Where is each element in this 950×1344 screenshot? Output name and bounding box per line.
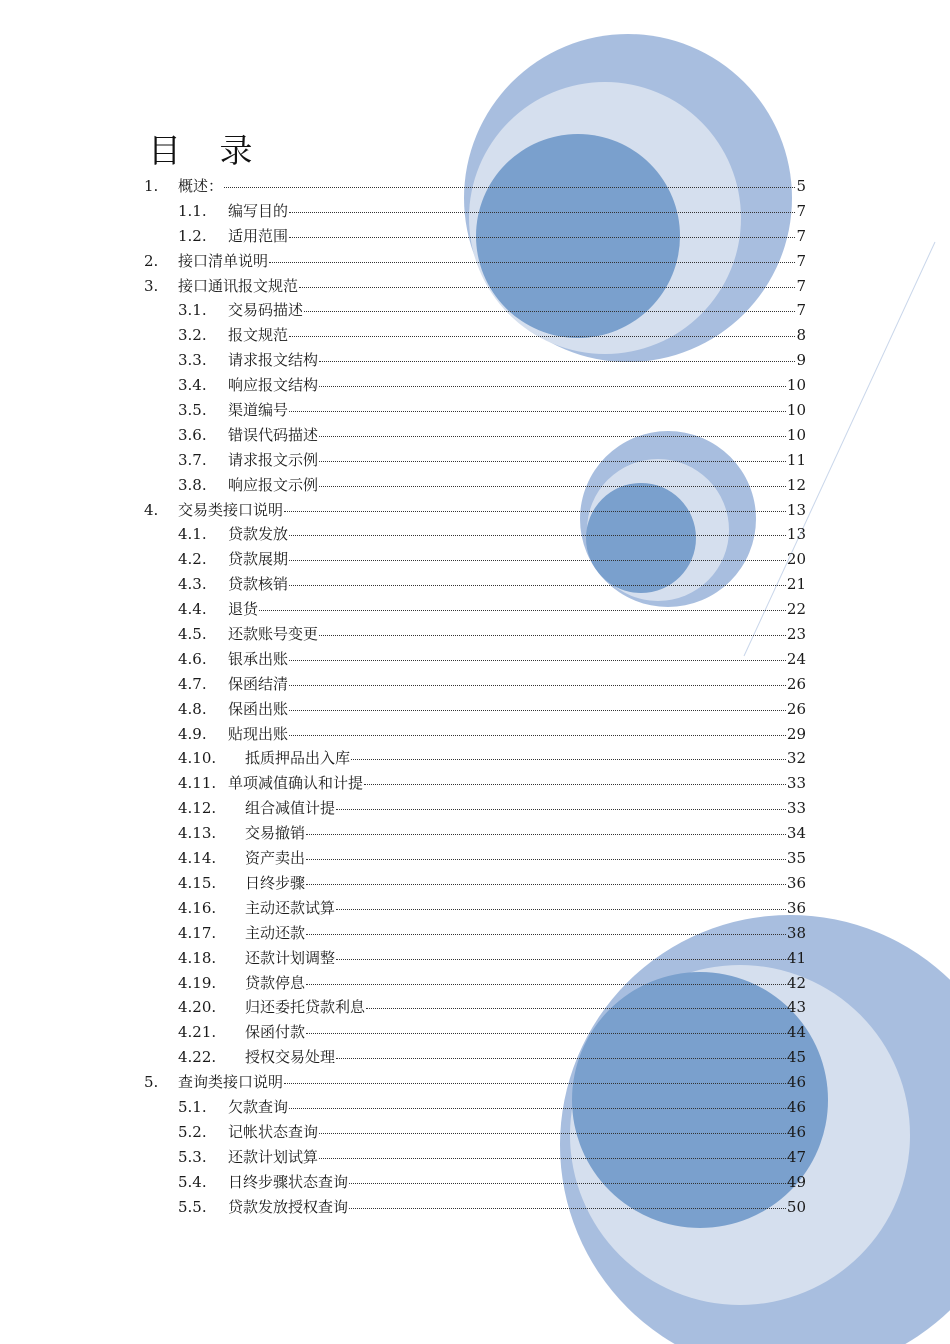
toc-entry[interactable] [144, 1121, 806, 1146]
toc-entry-page: 46 [786, 1097, 806, 1116]
toc-entry[interactable] [144, 1046, 806, 1071]
toc-dot-leader [319, 436, 786, 437]
toc-entry-page: 36 [786, 873, 806, 892]
toc-entry-number: 3.8. [178, 475, 207, 494]
toc-dot-leader [299, 287, 795, 288]
toc-entry[interactable] [144, 797, 806, 822]
toc-entry-number: 3.5. [178, 401, 207, 420]
toc-entry-title: 单项减值确认和计提 [228, 774, 364, 793]
toc-entry-number: 4.7. [178, 674, 207, 693]
toc-entry-page: 49 [786, 1172, 806, 1191]
toc-entry-number: 5.5. [178, 1197, 207, 1216]
toc-entry-page: 38 [786, 923, 806, 942]
toc-entry[interactable] [144, 698, 806, 723]
toc-entry-title: 报文规范 [228, 326, 289, 345]
toc-dot-leader [364, 784, 786, 785]
toc-dot-leader [284, 1083, 786, 1084]
toc-entry-number: 4.14. [178, 849, 217, 868]
toc-entry[interactable] [144, 1146, 806, 1171]
toc-entry-number: 3.1. [178, 301, 207, 320]
toc-entry[interactable] [144, 947, 806, 972]
toc-entry-number: 3.4. [178, 376, 207, 395]
toc-entry-page: 46 [786, 1122, 806, 1141]
toc-entry-number: 4.16. [178, 898, 217, 917]
toc-dot-leader [349, 1183, 786, 1184]
toc-entry-page: 42 [786, 973, 806, 992]
toc-entry-title: 日终步骤状态查询 [228, 1172, 349, 1191]
toc-entry-number: 4.2. [178, 550, 207, 569]
toc-entry-page: 41 [786, 948, 806, 967]
toc-entry[interactable] [144, 449, 806, 474]
toc-entry-number: 4.15. [178, 873, 217, 892]
toc-entry-page: 21 [786, 575, 806, 594]
toc-entry-title: 保函出账 [228, 699, 289, 718]
toc-entry-number: 4.1. [178, 525, 207, 544]
toc-entry-number: 5. [144, 1073, 159, 1092]
toc-entry-title: 欠款查询 [228, 1097, 289, 1116]
toc-entry-number: 1.1. [178, 201, 207, 220]
toc-entry[interactable] [144, 872, 806, 897]
toc-dot-leader [319, 461, 786, 462]
toc-entry-number: 5.2. [178, 1122, 207, 1141]
toc-entry-page: 20 [786, 550, 806, 569]
toc-dot-leader [366, 1008, 786, 1009]
toc-entry-page: 26 [786, 699, 806, 718]
toc-entry[interactable] [144, 723, 806, 748]
toc-dot-leader [289, 336, 795, 337]
toc-entry-title: 接口通讯报文规范 [178, 276, 299, 295]
toc-entry-title: 还款计划调整 [245, 948, 336, 967]
toc-entry-title: 交易类接口说明 [178, 500, 284, 519]
toc-dot-leader [289, 735, 786, 736]
toc-entry-title: 日终步骤 [245, 873, 306, 892]
toc-dot-leader [289, 560, 786, 561]
toc-dot-leader [319, 386, 786, 387]
toc-entry[interactable] [144, 374, 806, 399]
toc-entry-number: 3. [144, 276, 159, 295]
toc-entry-number: 4.3. [178, 575, 207, 594]
toc-entry-title: 主动还款试算 [245, 898, 336, 917]
toc-dot-leader [289, 1108, 786, 1109]
toc-entry-page: 12 [786, 475, 806, 494]
toc-entry-number: 3.7. [178, 450, 207, 469]
toc-entry-title: 记帐状态查询 [228, 1122, 319, 1141]
toc-entry-page: 46 [786, 1073, 806, 1092]
toc-entry-number: 4.8. [178, 699, 207, 718]
toc-entry-number: 4.19. [178, 973, 217, 992]
toc-dot-leader [319, 635, 786, 636]
toc-entry-title: 保函结清 [228, 674, 289, 693]
toc-entry-title: 归还委托贷款利息 [245, 998, 366, 1017]
toc-entry[interactable] [144, 1096, 806, 1121]
toc-dot-leader [289, 660, 786, 661]
toc-entry-page: 34 [786, 824, 806, 843]
toc-entry-number: 2. [144, 251, 159, 270]
toc-entry-number: 4.17. [178, 923, 217, 942]
toc-entry-title: 组合减值计提 [245, 799, 336, 818]
toc-entry-number: 4.20. [178, 998, 217, 1017]
toc-entry-page: 44 [786, 1023, 806, 1042]
table-of-contents [144, 175, 806, 1220]
toc-entry-title: 响应报文示例 [228, 475, 319, 494]
toc-entry[interactable] [144, 847, 806, 872]
toc-dot-leader [304, 311, 795, 312]
toc-entry[interactable] [144, 1171, 806, 1196]
toc-dot-leader [289, 585, 786, 586]
toc-dot-leader [259, 610, 786, 611]
toc-entry[interactable] [144, 972, 806, 997]
toc-entry-title: 交易撤销 [245, 824, 306, 843]
toc-entry[interactable] [144, 200, 806, 225]
toc-entry[interactable] [144, 747, 806, 772]
toc-dot-leader [289, 237, 795, 238]
toc-dot-leader [306, 934, 786, 935]
toc-entry-number: 4.9. [178, 724, 207, 743]
toc-entry-number: 4.18. [178, 948, 217, 967]
toc-entry-page: 7 [796, 276, 806, 295]
toc-entry-page: 35 [786, 849, 806, 868]
toc-entry-number: 4.10. [178, 749, 217, 768]
toc-dot-leader [306, 834, 786, 835]
toc-entry-page: 33 [786, 774, 806, 793]
toc-entry-title: 贷款发放授权查询 [228, 1197, 349, 1216]
toc-entry-page: 36 [786, 898, 806, 917]
toc-entry-number: 5.3. [178, 1147, 207, 1166]
toc-entry-title: 错误代码描述 [228, 425, 319, 444]
toc-entry[interactable] [144, 897, 806, 922]
toc-entry-number: 4.12. [178, 799, 217, 818]
toc-entry-number: 4.4. [178, 600, 207, 619]
toc-entry-title: 适用范围 [228, 226, 289, 245]
toc-entry[interactable] [144, 474, 806, 499]
toc-dot-leader [289, 710, 786, 711]
toc-entry-title: 贷款核销 [228, 575, 289, 594]
toc-entry-page: 13 [786, 500, 806, 519]
toc-entry[interactable] [144, 225, 806, 250]
toc-entry-title: 编写目的 [228, 201, 289, 220]
toc-dot-leader [336, 909, 786, 910]
toc-dot-leader [336, 809, 786, 810]
toc-entry[interactable] [144, 399, 806, 424]
toc-entry[interactable] [144, 275, 806, 300]
toc-entry[interactable] [144, 324, 806, 349]
toc-dot-leader [319, 361, 795, 362]
toc-entry[interactable] [144, 623, 806, 648]
toc-entry[interactable] [144, 523, 806, 548]
toc-dot-leader [284, 511, 786, 512]
toc-entry-title: 贷款发放 [228, 525, 289, 544]
toc-dot-leader [336, 959, 786, 960]
toc-dot-leader [319, 1158, 786, 1159]
toc-entry-title: 银承出账 [228, 649, 289, 668]
toc-entry-page: 7 [796, 301, 806, 320]
toc-entry-page: 5 [796, 177, 806, 195]
toc-entry-page: 7 [796, 201, 806, 220]
toc-entry-title: 退货 [228, 600, 259, 619]
toc-entry-number: 3.3. [178, 351, 207, 370]
toc-entry-number: 4.22. [178, 1048, 217, 1067]
toc-entry-page: 24 [786, 649, 806, 668]
toc-entry-page: 47 [786, 1147, 806, 1166]
toc-entry-number: 5.1. [178, 1097, 207, 1116]
toc-entry-title: 渠道编号 [228, 401, 289, 420]
toc-dot-leader [289, 685, 786, 686]
toc-entry-title: 抵质押品出入库 [245, 749, 351, 768]
toc-entry-number: 4.5. [178, 625, 207, 644]
toc-entry-page: 7 [796, 251, 806, 270]
toc-entry-title: 贷款停息 [245, 973, 306, 992]
toc-dot-leader [351, 759, 786, 760]
toc-entry[interactable] [144, 250, 806, 275]
toc-dot-leader [306, 859, 786, 860]
toc-entry-title: 响应报文结构 [228, 376, 319, 395]
toc-entry[interactable] [144, 1071, 806, 1096]
toc-entry-page: 7 [796, 226, 806, 245]
toc-entry[interactable] [144, 548, 806, 573]
toc-entry-title: 还款账号变更 [228, 625, 319, 644]
toc-dot-leader [306, 1033, 786, 1034]
toc-entry[interactable] [144, 349, 806, 374]
toc-entry-number: 4.11. [178, 774, 217, 793]
toc-dot-leader [289, 535, 786, 536]
toc-entry-number: 4.13. [178, 824, 217, 843]
toc-dot-leader [319, 1133, 786, 1134]
toc-title: 目 录 [148, 131, 267, 170]
toc-entry-page: 13 [786, 525, 806, 544]
toc-entry-title: 请求报文示例 [228, 450, 319, 469]
toc-dot-leader [224, 187, 795, 188]
toc-entry-page: 33 [786, 799, 806, 818]
toc-entry-title: 贴现出账 [228, 724, 289, 743]
toc-dot-leader [289, 411, 786, 412]
toc-entry-page: 9 [796, 351, 806, 370]
toc-entry-page: 22 [786, 600, 806, 619]
toc-entry-number: 3.6. [178, 425, 207, 444]
toc-entry-number: 1.2. [178, 226, 207, 245]
toc-entry-number: 4.21. [178, 1023, 217, 1042]
toc-entry-page: 43 [786, 998, 806, 1017]
toc-entry[interactable] [144, 1021, 806, 1046]
toc-dot-leader [319, 486, 786, 487]
toc-entry-title: 资产卖出 [245, 849, 306, 868]
toc-entry-title: 授权交易处理 [245, 1048, 336, 1067]
toc-entry[interactable] [144, 1196, 806, 1221]
toc-dot-leader [269, 262, 795, 263]
toc-entry-title: 主动还款 [245, 923, 306, 942]
toc-entry-page: 8 [796, 326, 806, 345]
toc-entry-title: 还款计划试算 [228, 1147, 319, 1166]
toc-entry[interactable] [144, 424, 806, 449]
toc-entry[interactable] [144, 175, 806, 200]
toc-dot-leader [289, 212, 795, 213]
toc-entry-number: 4.6. [178, 649, 207, 668]
toc-entry-page: 23 [786, 625, 806, 644]
toc-entry[interactable] [144, 299, 806, 324]
toc-entry-page: 32 [786, 749, 806, 768]
toc-entry-number: 3.2. [178, 326, 207, 345]
toc-entry-page: 10 [786, 425, 806, 444]
toc-entry[interactable] [144, 996, 806, 1021]
toc-entry[interactable] [144, 648, 806, 673]
toc-entry-title: 保函付款 [245, 1023, 306, 1042]
toc-entry[interactable] [144, 772, 806, 797]
toc-entry-page: 29 [786, 724, 806, 743]
toc-entry[interactable] [144, 598, 806, 623]
toc-entry-page: 45 [786, 1048, 806, 1067]
toc-entry-title: 查询类接口说明 [178, 1073, 284, 1092]
toc-entry[interactable] [144, 499, 806, 524]
toc-entry-page: 26 [786, 674, 806, 693]
toc-entry-page: 10 [786, 401, 806, 420]
toc-entry-title: 贷款展期 [228, 550, 289, 569]
toc-entry[interactable] [144, 573, 806, 598]
toc-entry-page: 10 [786, 376, 806, 395]
toc-entry[interactable] [144, 822, 806, 847]
toc-entry-title: 请求报文结构 [228, 351, 319, 370]
toc-dot-leader [349, 1208, 786, 1209]
toc-entry[interactable] [144, 922, 806, 947]
toc-dot-leader [306, 884, 786, 885]
toc-entry-title: 概述： [178, 177, 224, 195]
toc-entry-title: 接口清单说明 [178, 251, 269, 270]
toc-entry-number: 4. [144, 500, 159, 519]
toc-entry-page: 11 [786, 450, 806, 469]
toc-entry-number: 5.4. [178, 1172, 207, 1191]
toc-entry-title: 交易码描述 [228, 301, 304, 320]
toc-dot-leader [336, 1058, 786, 1059]
toc-entry-page: 50 [786, 1197, 806, 1216]
toc-entry-number: 1. [144, 177, 159, 195]
toc-dot-leader [306, 984, 786, 985]
toc-entry[interactable] [144, 673, 806, 698]
